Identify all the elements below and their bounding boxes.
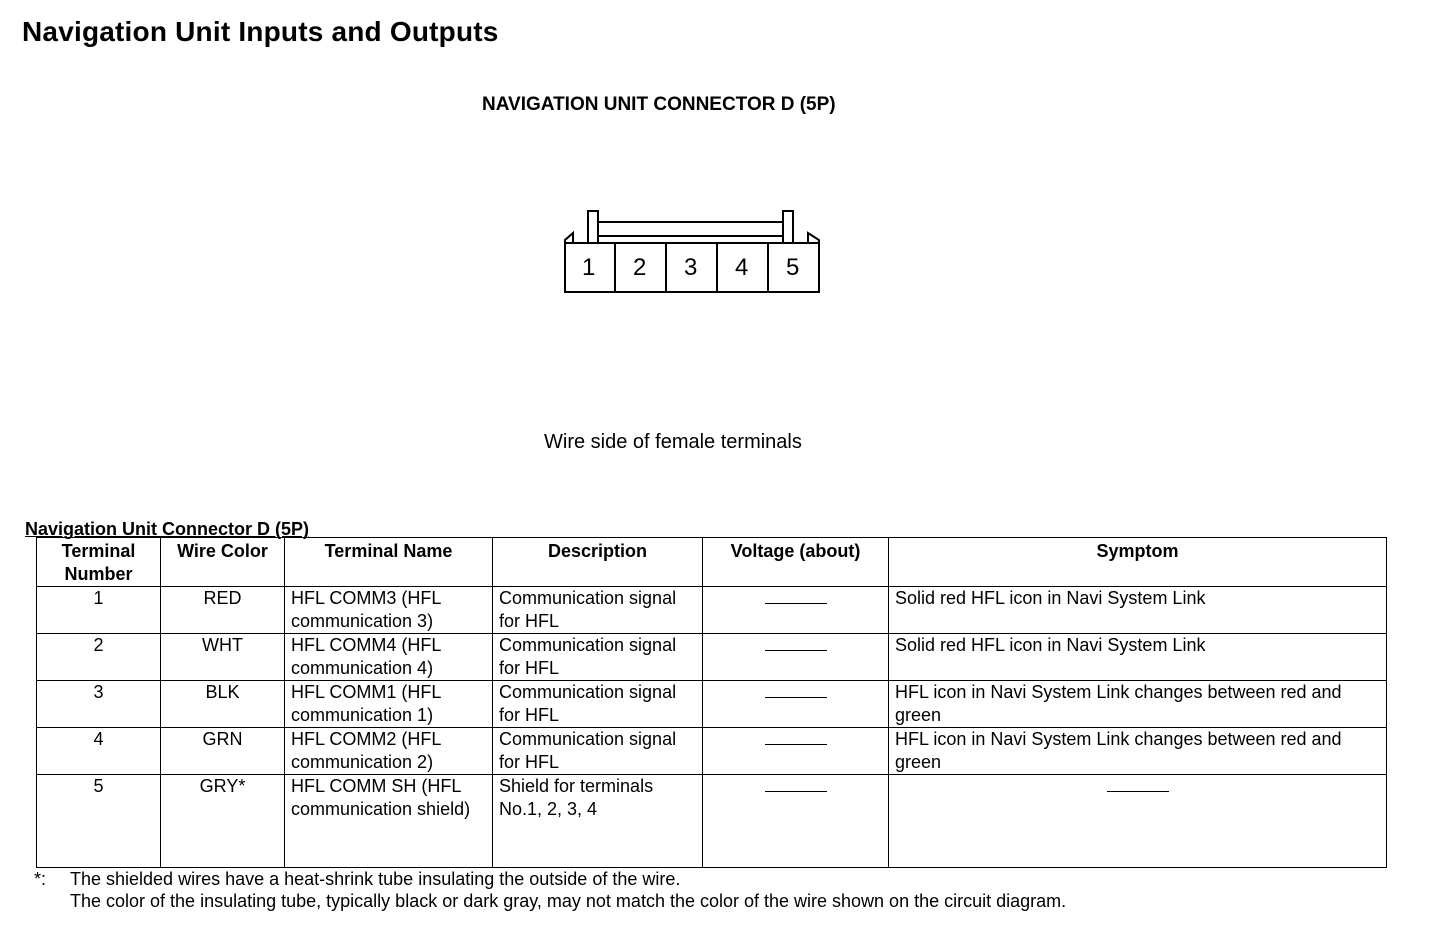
terminal-table: [36, 537, 1387, 868]
cell-terminal-name: HFL COMM2 (HFL communication 2): [285, 728, 493, 775]
dash-mark: [765, 650, 827, 651]
cell-terminal-name: HFL COMM SH (HFL communication shield): [285, 775, 493, 868]
dash-mark: [765, 603, 827, 604]
cell-description: Communication signal for HFL: [493, 634, 703, 681]
cell-voltage: [703, 728, 889, 775]
table-row: [37, 728, 1387, 775]
cell-description: Communication signal for HFL: [493, 587, 703, 634]
header-wire-color: Wire Color: [161, 538, 285, 587]
cell-description: Communication signal for HFL: [493, 681, 703, 728]
cell-symptom: Solid red HFL icon in Navi System Link: [889, 634, 1387, 681]
pin-label: 4: [735, 254, 749, 281]
table-row: [37, 634, 1387, 681]
cell-wire-color: BLK: [161, 681, 285, 728]
dash-mark: [765, 791, 827, 792]
footnote: [34, 868, 1066, 912]
pin-label: 5: [786, 254, 800, 281]
connector-latch: [593, 222, 789, 236]
table-header-row: [37, 538, 1387, 587]
wire-side-caption: Wire side of female terminals: [544, 431, 802, 453]
cell-terminal: 5: [37, 775, 161, 868]
cell-symptom: HFL icon in Navi System Link changes between red and green: [889, 728, 1387, 775]
header-voltage: Voltage (about): [703, 538, 889, 587]
cell-terminal: 3: [37, 681, 161, 728]
footnote-line-2: The color of the insulating tube, typically black or dark gray, may not match the color of the wire shown on the circuit diagram.: [70, 891, 1067, 911]
table-caption: Navigation Unit Connector D (5P): [25, 519, 310, 539]
cell-terminal: 4: [37, 728, 161, 775]
header-symptom: Symptom: [889, 538, 1387, 587]
cell-voltage: [703, 587, 889, 634]
cell-description: Shield for terminals No.1, 2, 3, 4: [493, 775, 703, 868]
cell-terminal-name: HFL COMM4 (HFL communication 4): [285, 634, 493, 681]
cell-symptom: [889, 775, 1387, 868]
pin-label: 3: [684, 254, 698, 281]
cell-terminal: 1: [37, 587, 161, 634]
cell-voltage: [703, 775, 889, 868]
pin-label: 1: [582, 254, 596, 281]
footnote-line-1: [34, 868, 1066, 890]
footnote-mark: *:: [34, 869, 47, 889]
cell-symptom: HFL icon in Navi System Link changes between red and green: [889, 681, 1387, 728]
footnote-text-1: The shielded wires have a heat-shrink tube insulating the outside of the wire.: [70, 869, 681, 889]
cell-voltage: [703, 634, 889, 681]
connector-title: NAVIGATION UNIT CONNECTOR D (5P): [482, 94, 836, 115]
cell-wire-color: GRY*: [161, 775, 285, 868]
cell-terminal: 2: [37, 634, 161, 681]
header-description: Description: [493, 538, 703, 587]
cell-wire-color: GRN: [161, 728, 285, 775]
cell-terminal-name: HFL COMM1 (HFL communication 1): [285, 681, 493, 728]
table-row: [37, 681, 1387, 728]
table-row: [37, 587, 1387, 634]
connector-diagram: [555, 200, 835, 300]
header-terminal-number: Terminal Number: [37, 538, 161, 587]
dash-mark: [765, 697, 827, 698]
cell-wire-color: RED: [161, 587, 285, 634]
table-row: [37, 775, 1387, 868]
cell-voltage: [703, 681, 889, 728]
cell-wire-color: WHT: [161, 634, 285, 681]
pin-label: 2: [633, 254, 647, 281]
connector-right-tab: [783, 211, 793, 243]
cell-symptom: Solid red HFL icon in Navi System Link: [889, 587, 1387, 634]
cell-terminal-name: HFL COMM3 (HFL communication 3): [285, 587, 493, 634]
dash-mark: [1107, 791, 1169, 792]
cell-description: Communication signal for HFL: [493, 728, 703, 775]
connector-left-tab: [588, 211, 598, 243]
header-terminal-name: Terminal Name: [285, 538, 493, 587]
dash-mark: [765, 744, 827, 745]
page-title: Navigation Unit Inputs and Outputs: [22, 16, 499, 47]
